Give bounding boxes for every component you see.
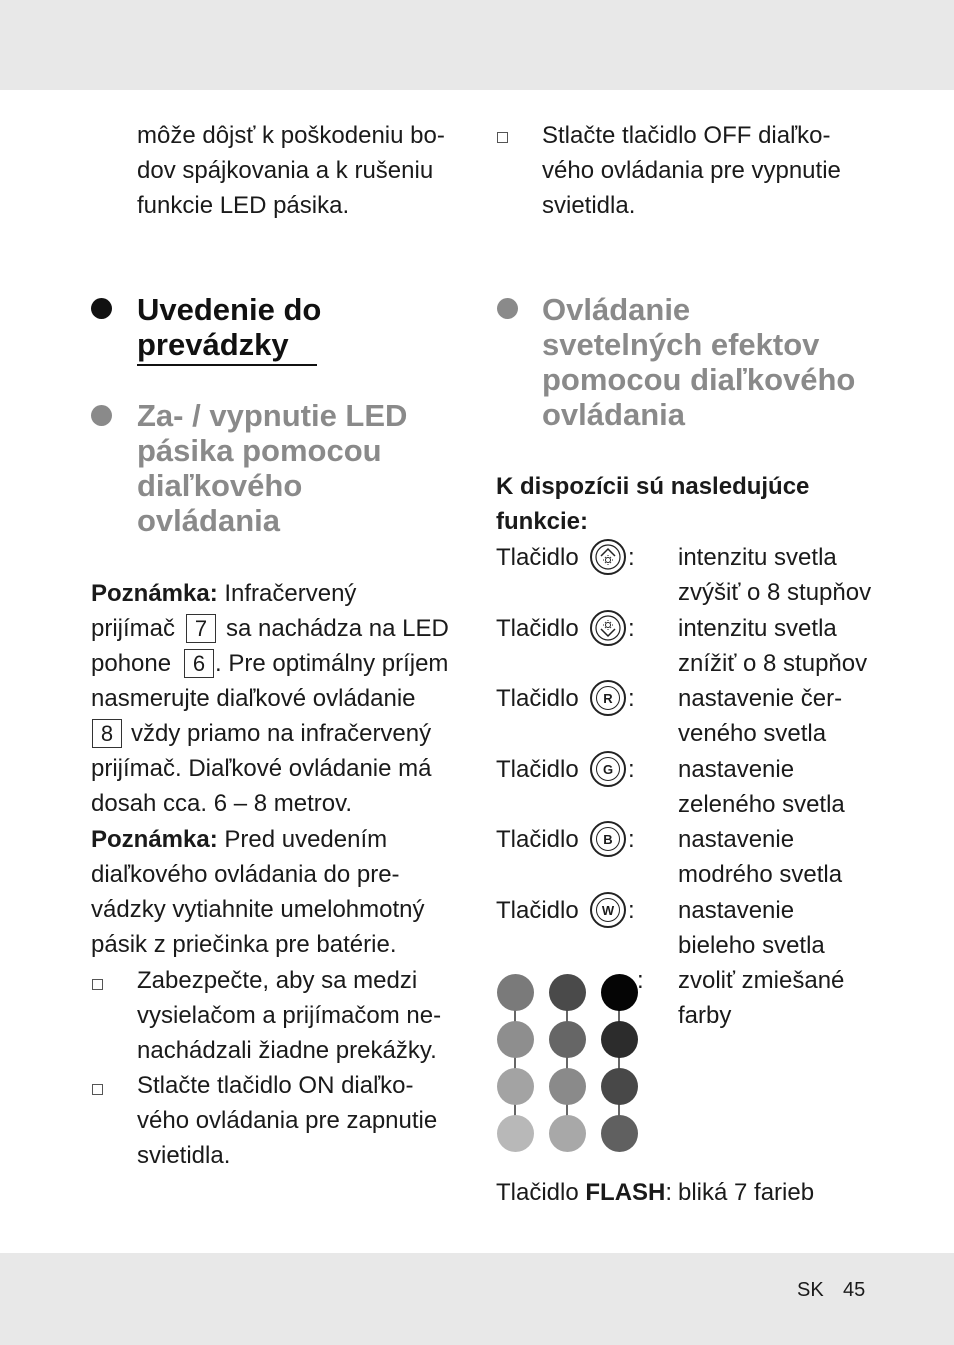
bullet2-line-1: Stlačte tlačidlo ON diaľko- xyxy=(137,1072,414,1099)
note1-line-2b: sa nachádza na LED xyxy=(226,615,449,642)
heading-commissioning-2: prevádzky xyxy=(137,327,289,362)
button-word: Tlačidlo xyxy=(496,756,579,783)
color-mix-dot xyxy=(549,1115,586,1152)
r-button-icon xyxy=(590,680,626,716)
bullet2-line-2: vého ovládania pre zapnutie xyxy=(137,1107,438,1134)
bullet1-line-3: nachádzali žiadne prekážky. xyxy=(137,1037,437,1064)
mix-desc-line-2: farby xyxy=(678,1002,732,1029)
color-column-connector xyxy=(514,992,516,1133)
colon: : xyxy=(628,756,635,783)
color-mix-dot xyxy=(497,1021,534,1058)
button-word: Tlačidlo xyxy=(496,1179,579,1206)
checkbox-bullet xyxy=(92,979,103,990)
heading-effects-3: pomocou diaľkového xyxy=(542,362,856,397)
note2-line-4: pásik z priečinka pre batérie. xyxy=(91,931,397,958)
note1-line-5b: vždy priamo na infračervený xyxy=(131,720,432,747)
desc-line: intenzitu svetla xyxy=(678,544,837,571)
top-band xyxy=(0,0,954,90)
heading-effects-2: svetelných efektov xyxy=(542,327,820,362)
section-bullet-gray xyxy=(91,405,112,426)
colon: : xyxy=(665,1179,673,1206)
heading-commissioning-1: Uvedenie do xyxy=(137,292,322,327)
bullet1-line-2: vysielačom a prijímačom ne- xyxy=(137,1002,442,1029)
brightness-down-icon xyxy=(590,610,626,646)
checkbox-bullet xyxy=(497,132,508,143)
button-word: Tlačidlo xyxy=(496,544,579,571)
note1-line-6: prijímač. Diaľkové ovládanie má xyxy=(91,755,432,782)
flash-desc: bliká 7 farieb xyxy=(678,1179,815,1206)
heading-onoff-4: ovládania xyxy=(137,503,280,538)
colon: : xyxy=(628,544,635,571)
ref-box-8: 8 xyxy=(92,719,122,748)
intro-line-3: funkcie LED pásika. xyxy=(137,192,350,219)
desc-line: modrého svetla xyxy=(678,861,843,888)
bullet-off-line-1: Stlačte tlačidlo OFF diaľko- xyxy=(542,122,831,149)
w-button-icon xyxy=(590,892,626,928)
desc-line: intenzitu svetla xyxy=(678,615,837,642)
heading-onoff-2: pásika pomocou xyxy=(137,433,382,468)
flash-label: FLASH xyxy=(585,1179,666,1206)
button-word: Tlačidlo xyxy=(496,615,579,642)
ref-box-6: 6 xyxy=(184,649,214,678)
flash-line xyxy=(496,1175,672,1210)
bullet-off-line-2: vého ovládania pre vypnutie xyxy=(542,157,841,184)
note-label: Poznámka: xyxy=(91,826,218,853)
color-column-connector xyxy=(566,992,568,1133)
color-mix-dot xyxy=(601,1068,638,1105)
b-button-icon xyxy=(590,821,626,857)
desc-line: zvýšiť o 8 stupňov xyxy=(678,579,872,606)
color-mix-dot xyxy=(549,1021,586,1058)
note2-line-3: vádzky vytiahnite umelohmotný xyxy=(91,896,425,923)
note2-text: Pred uvedením xyxy=(217,826,388,853)
button-word: Tlačidlo xyxy=(496,685,579,712)
desc-line: nastavenie xyxy=(678,756,795,783)
section-bullet-black xyxy=(91,298,112,319)
heading-onoff-1: Za- / vypnutie LED xyxy=(137,398,408,433)
desc-line: nastavenie čer- xyxy=(678,685,843,712)
button-word: Tlačidlo xyxy=(496,826,579,853)
heading-underline xyxy=(137,364,317,366)
color-mix-dot xyxy=(601,974,638,1011)
note2-line-1 xyxy=(91,822,387,857)
desc-line: nastavenie xyxy=(678,826,795,853)
color-mix-dot xyxy=(497,1068,534,1105)
note1-line-3a: pohone xyxy=(91,650,172,677)
color-column-connector xyxy=(618,992,620,1133)
bullet2-line-3: svietidla. xyxy=(137,1142,231,1169)
colon: : xyxy=(628,826,635,853)
note1-line-2a: prijímač xyxy=(91,615,176,642)
button-letter: B xyxy=(596,827,620,851)
bullet-off-line-3: svietidla. xyxy=(542,192,636,219)
desc-line: zeleného svetla xyxy=(678,791,845,818)
color-mix-dot xyxy=(549,974,586,1011)
button-word: Tlačidlo xyxy=(496,897,579,924)
button-letter: G xyxy=(596,757,620,781)
heading-onoff-3: diaľkového xyxy=(137,468,303,503)
bullet1-line-1: Zabezpečte, aby sa medzi xyxy=(137,967,418,994)
note1-line-4: nasmerujte diaľkové ovládanie xyxy=(91,685,416,712)
ref-box-7: 7 xyxy=(186,614,216,643)
desc-line: veného svetla xyxy=(678,720,827,747)
heading-effects-4: ovládania xyxy=(542,397,685,432)
subheading-line-1: K dispozícii sú nasledujúce xyxy=(496,473,810,500)
color-mix-dot xyxy=(497,1115,534,1152)
mix-desc-line-1: zvoliť zmiešané xyxy=(678,967,845,994)
colon: : xyxy=(628,615,635,642)
note2-line-2: diaľkového ovládania do pre- xyxy=(91,861,400,888)
note1-text: Infračervený xyxy=(217,580,357,607)
button-letter: W xyxy=(596,898,620,922)
color-mix-dot xyxy=(549,1068,586,1105)
note1-line-7: dosah cca. 6 – 8 metrov. xyxy=(91,790,353,817)
brightness-up-icon xyxy=(590,539,626,575)
colon: : xyxy=(637,967,644,994)
intro-line-1: môže dôjsť k poškodeniu bo- xyxy=(137,122,445,149)
desc-line: nastavenie xyxy=(678,897,795,924)
button-letter: R xyxy=(596,686,620,710)
footer-language: SK xyxy=(797,1279,824,1301)
heading-effects-1: Ovládanie xyxy=(542,292,691,327)
color-mix-dot xyxy=(601,1021,638,1058)
checkbox-bullet xyxy=(92,1084,103,1095)
desc-line: znížiť o 8 stupňov xyxy=(678,650,868,677)
color-mix-dot xyxy=(497,974,534,1011)
desc-line: bieleho svetla xyxy=(678,932,825,959)
footer-page-number: 45 xyxy=(843,1279,866,1301)
color-mix-dot xyxy=(601,1115,638,1152)
subheading-line-2: funkcie: xyxy=(496,508,589,535)
intro-line-2: dov spájkovania a k rušeniu xyxy=(137,157,434,184)
g-button-icon xyxy=(590,751,626,787)
section-bullet-gray xyxy=(497,298,518,319)
note-label: Poznámka: xyxy=(91,580,218,607)
colon: : xyxy=(628,685,635,712)
note1-line-1 xyxy=(91,576,356,611)
note1-line-3b: . Pre optimálny príjem xyxy=(215,650,449,677)
colon: : xyxy=(628,897,635,924)
